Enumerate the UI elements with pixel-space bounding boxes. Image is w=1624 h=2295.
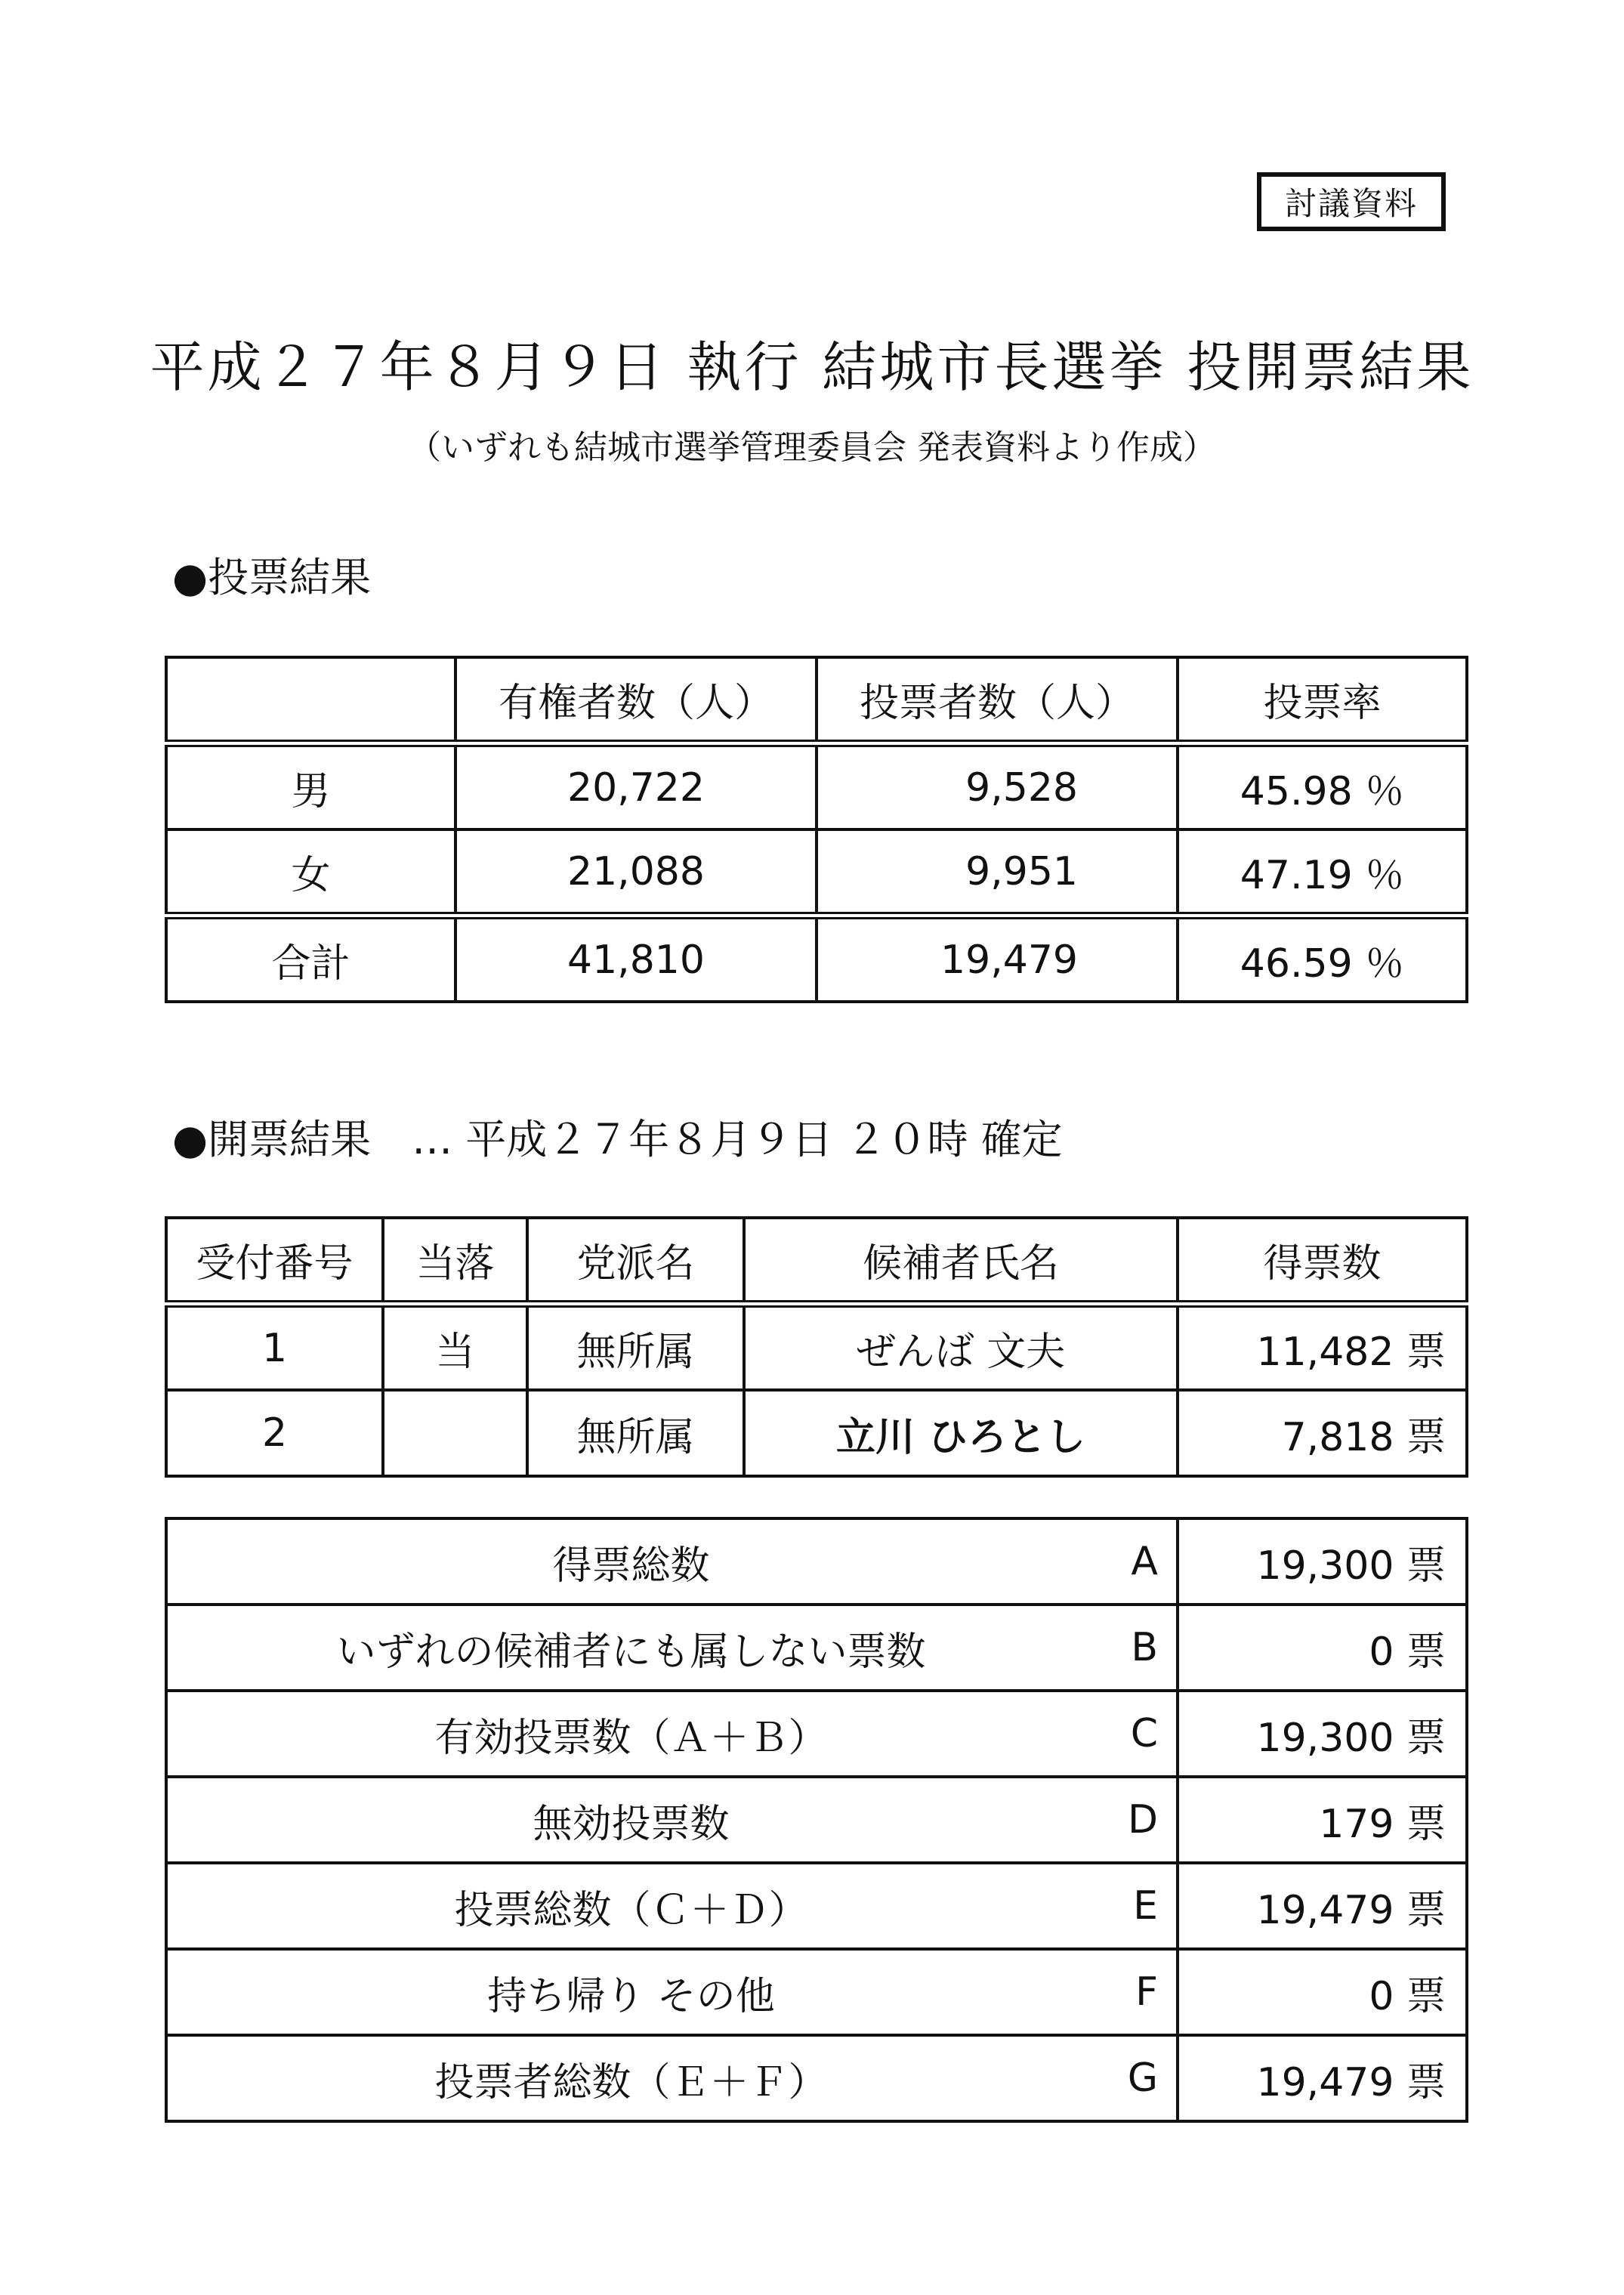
- summary-value: 19,479 票: [1178, 2035, 1467, 2121]
- count-header-party: 党派名: [527, 1218, 744, 1304]
- table-row: [166, 916, 1467, 1002]
- table-row: [166, 1518, 1467, 1605]
- table-row: [166, 1304, 1467, 1390]
- summary-letter: E: [1095, 1863, 1178, 1949]
- summary-label: 得票総数: [166, 1518, 1095, 1605]
- summary-label: いずれの候補者にも属しない票数: [166, 1605, 1095, 1691]
- election-result: 当: [383, 1304, 527, 1390]
- voter-count: 9,528: [817, 743, 1178, 829]
- summary-value: 19,300 票: [1178, 1691, 1467, 1777]
- summary-value: 0 票: [1178, 1949, 1467, 2035]
- table-row: [166, 829, 1467, 916]
- summary-letter: C: [1095, 1691, 1178, 1777]
- candidate-name: 立川 ひろとし: [744, 1390, 1178, 1476]
- summary-label: 有効投票数（Ａ＋Ｂ）: [166, 1691, 1095, 1777]
- count-header-result: 当落: [383, 1218, 527, 1304]
- election-result: [383, 1390, 527, 1476]
- turnout-table: [165, 656, 1468, 1003]
- table-row: [166, 2035, 1467, 2121]
- summary-value: 0 票: [1178, 1605, 1467, 1691]
- summary-value: 179 票: [1178, 1777, 1467, 1863]
- turnout-header-blank: [166, 657, 455, 743]
- reception-number: 2: [166, 1390, 383, 1476]
- count-table: [165, 1216, 1468, 1478]
- discussion-material-badge: 討議資料: [1257, 172, 1446, 231]
- count-header-candidate: 候補者氏名: [744, 1218, 1178, 1304]
- count-header-votes: 得票数: [1178, 1218, 1467, 1304]
- party-name: 無所属: [527, 1304, 744, 1390]
- summary-letter: B: [1095, 1605, 1178, 1691]
- table-row: [166, 1863, 1467, 1949]
- page-subtitle: （いずれも結城市選挙管理委員会 発表資料より作成）: [408, 428, 1216, 467]
- summary-label: 投票総数（Ｃ＋Ｄ）: [166, 1863, 1095, 1949]
- turnout-rate: 47.19 ％: [1178, 829, 1467, 916]
- count-heading: ●開票結果 … 平成２７年８月９日 ２０時 確定: [172, 1116, 1063, 1163]
- summary-value: 19,479 票: [1178, 1863, 1467, 1949]
- eligible-count: 41,810: [455, 916, 817, 1002]
- voter-count: 9,951: [817, 829, 1178, 916]
- summary-letter: A: [1095, 1518, 1178, 1605]
- row-label: 合計: [166, 916, 455, 1002]
- turnout-heading: ●投票結果: [172, 554, 372, 601]
- table-row: [166, 1949, 1467, 2035]
- table-row: [166, 1390, 1467, 1476]
- turnout-rate: 45.98 ％: [1178, 743, 1467, 829]
- table-row: [166, 743, 1467, 829]
- vote-count: 7,818 票: [1178, 1390, 1467, 1476]
- summary-letter: F: [1095, 1949, 1178, 2035]
- row-label: 女: [166, 829, 455, 916]
- turnout-header-row: [166, 657, 1467, 743]
- turnout-header-eligible: 有権者数（人）: [455, 657, 817, 743]
- voter-count: 19,479: [817, 916, 1178, 1002]
- vote-count: 11,482 票: [1178, 1304, 1467, 1390]
- summary-letter: D: [1095, 1777, 1178, 1863]
- summary-letter: G: [1095, 2035, 1178, 2121]
- summary-value: 19,300 票: [1178, 1518, 1467, 1605]
- table-row: [166, 1605, 1467, 1691]
- summary-label: 持ち帰り その他: [166, 1949, 1095, 2035]
- candidate-name: ぜんば 文夫: [744, 1304, 1178, 1390]
- row-label: 男: [166, 743, 455, 829]
- summary-label: 無効投票数: [166, 1777, 1095, 1863]
- count-header-row: [166, 1218, 1467, 1304]
- table-row: [166, 1777, 1467, 1863]
- count-header-number: 受付番号: [166, 1218, 383, 1304]
- turnout-rate: 46.59 ％: [1178, 916, 1467, 1002]
- eligible-count: 21,088: [455, 829, 817, 916]
- turnout-header-rate: 投票率: [1178, 657, 1467, 743]
- table-row: [166, 1691, 1467, 1777]
- reception-number: 1: [166, 1304, 383, 1390]
- summary-label: 投票者総数（Ｅ＋Ｆ）: [166, 2035, 1095, 2121]
- party-name: 無所属: [527, 1390, 744, 1476]
- summary-table: [165, 1517, 1468, 2123]
- page-title: 平成２７年８月９日 執行 結城市長選挙 投開票結果: [150, 335, 1474, 399]
- eligible-count: 20,722: [455, 743, 817, 829]
- turnout-header-voters: 投票者数（人）: [817, 657, 1178, 743]
